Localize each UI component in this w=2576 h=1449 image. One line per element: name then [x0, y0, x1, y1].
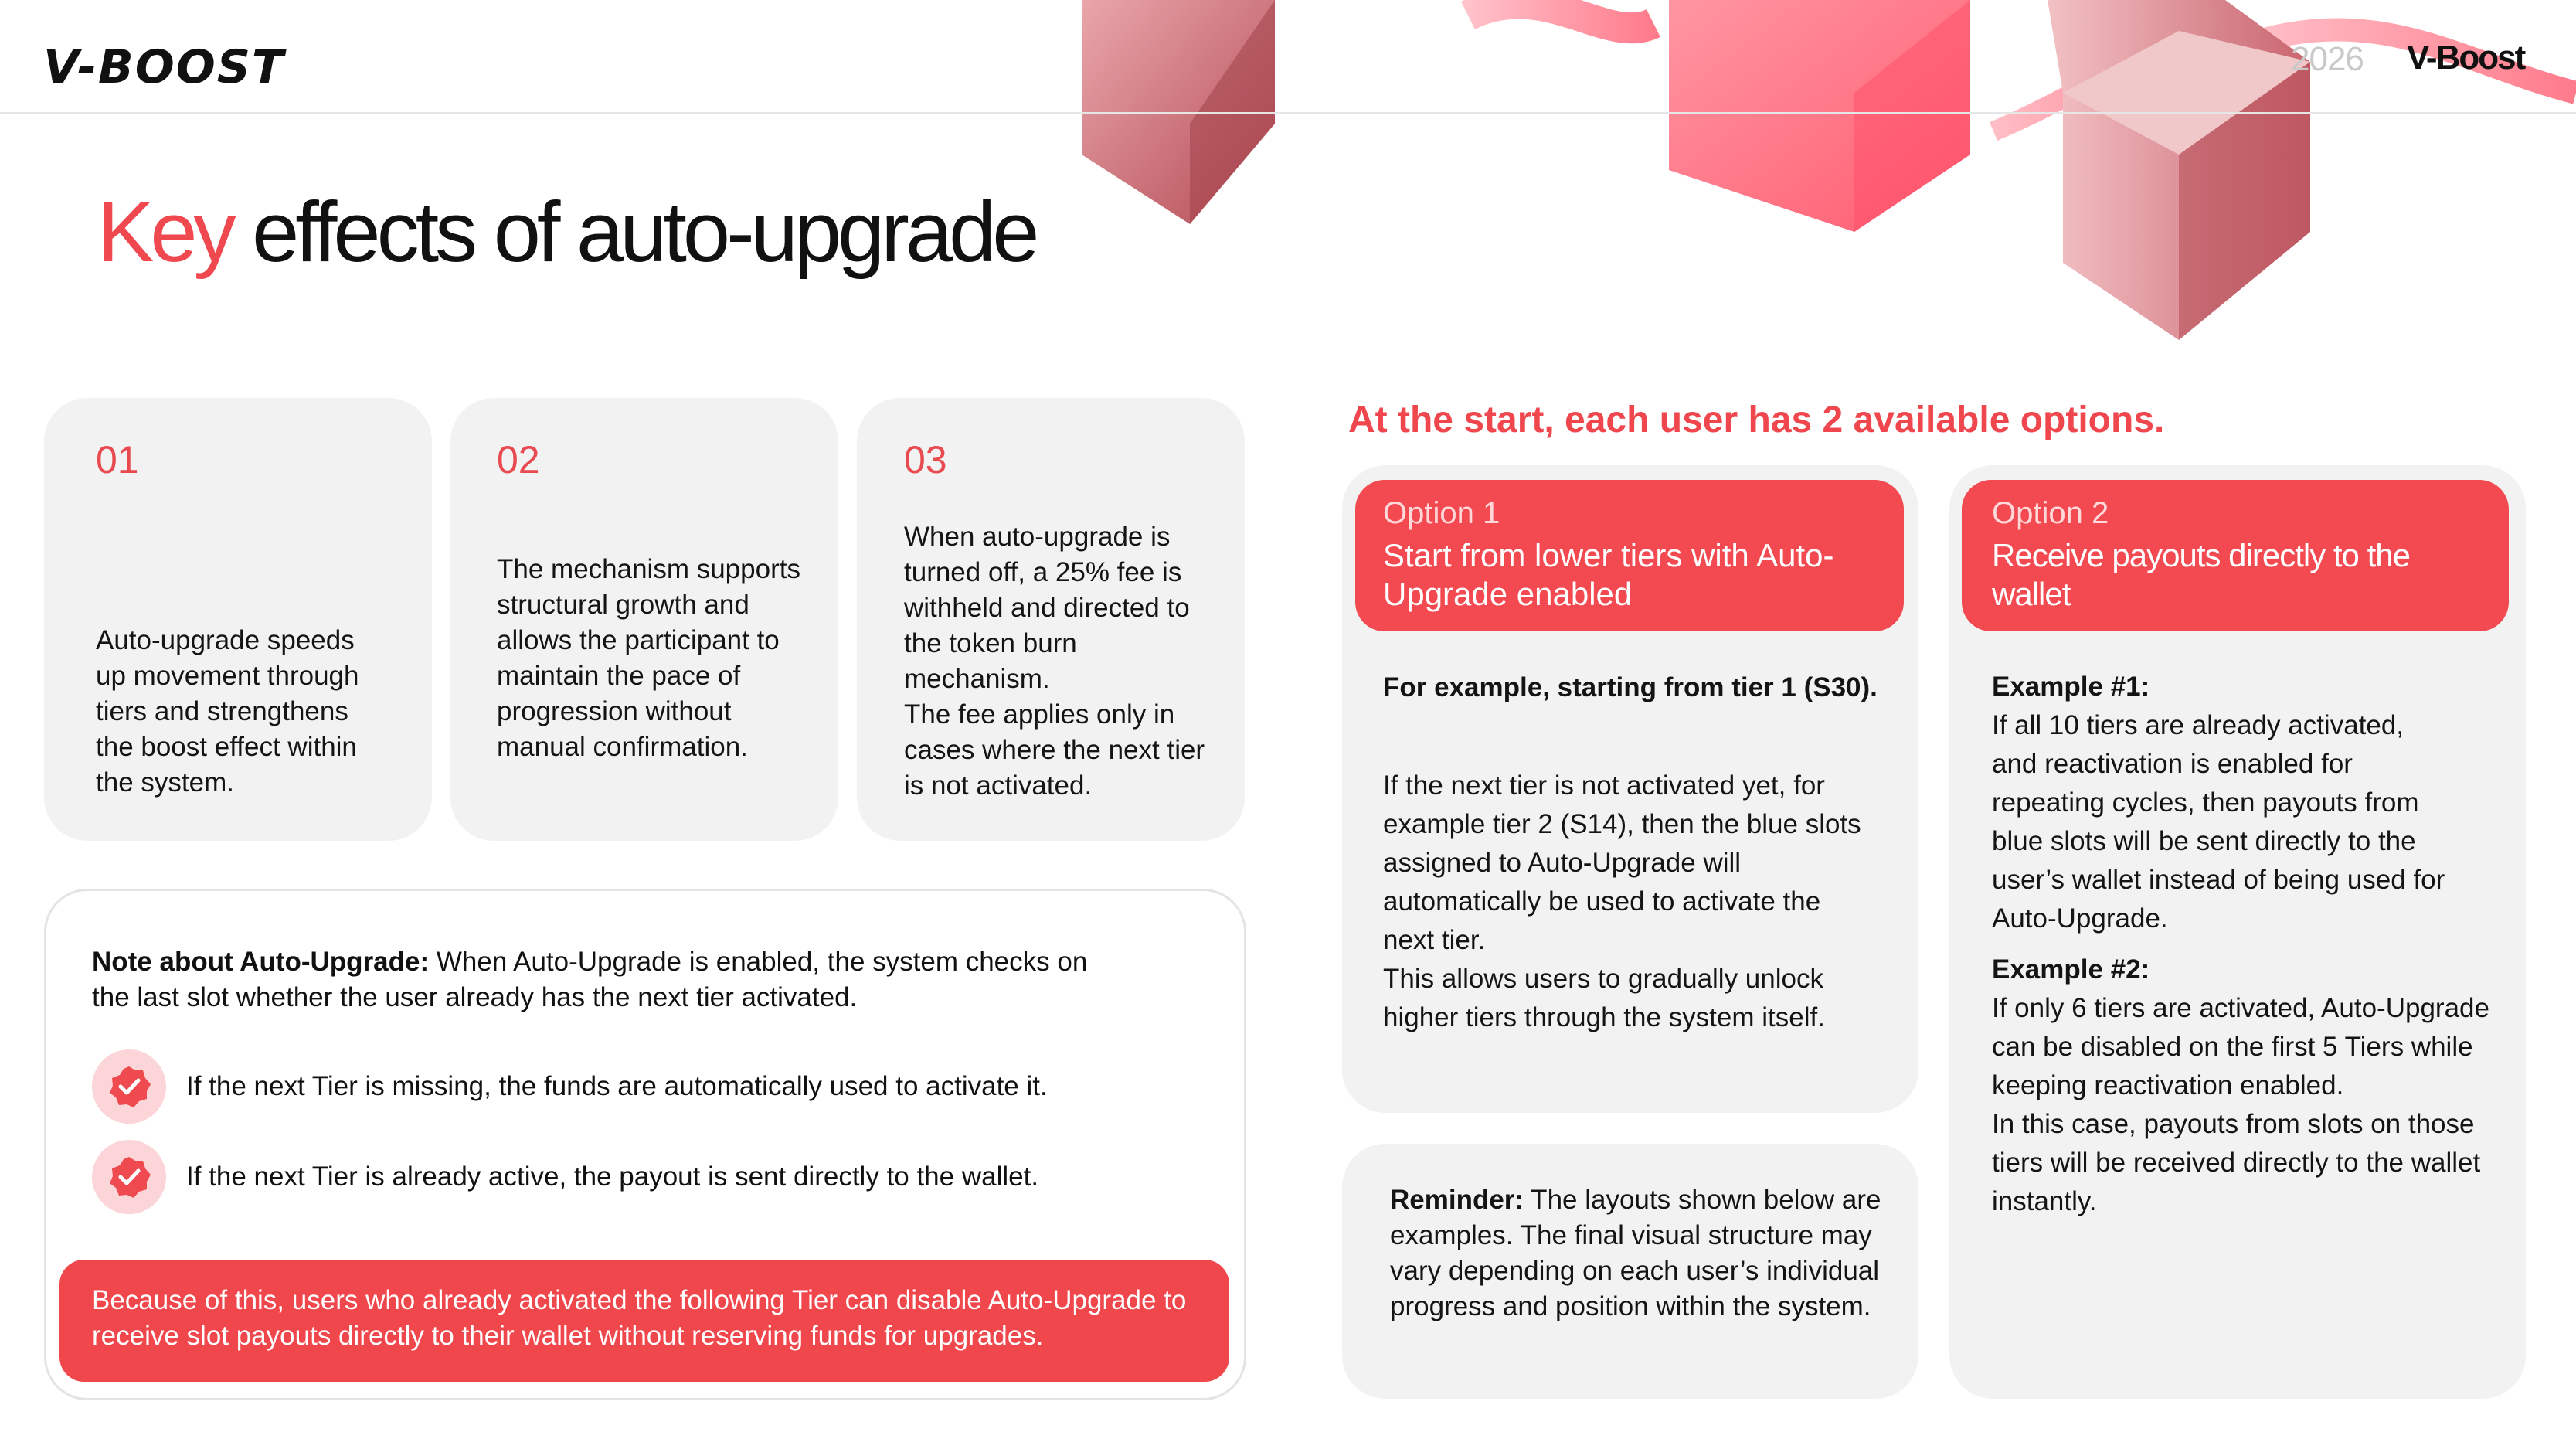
- bullet-text: If the next Tier is missing, the funds are automatically used to activate it.: [186, 1071, 1048, 1101]
- page-title: [97, 185, 1035, 279]
- example-2-text: In this case, payouts from slots on those tiers will be received directly to the wallet instantly.: [1992, 1109, 2481, 1216]
- note-body: When Auto-Upgrade is enabled, the system checks on the last slot whether the user already has the next tier activated.: [92, 947, 1088, 1012]
- card-text-line: The fee applies only in cases where the next tier is not activated.: [904, 699, 1205, 801]
- check-badge-icon: [92, 1140, 166, 1214]
- reminder-body: The layouts shown below are examples. The final visual structure may vary depending on each user’s individual progress and position within the system.: [1390, 1185, 1881, 1321]
- card-number: 02: [497, 438, 540, 481]
- card-text-line: When auto-upgrade is turned off, a 25% fee is withheld and directed to the token burn mechanism.: [904, 522, 1190, 694]
- example-2-label: Example #2:: [1992, 954, 2150, 985]
- option-1-body-line: If the next tier is not activated yet, for example tier 2 (S14), then the blue slots assigned to Auto-Upgrade will automatically be used to activate the next tier.: [1383, 770, 1861, 955]
- option-1-body-line: This allows users to gradually unlock higher tiers through the system itself.: [1383, 964, 1825, 1032]
- card-text: Auto-upgrade speeds up movement through tiers and strengthens the boost effect within the system.: [96, 625, 359, 798]
- header-divider: [0, 112, 2576, 114]
- option-2-label: Option 2: [1992, 496, 2109, 530]
- option-2-body: [1992, 668, 2502, 1221]
- note-text: [92, 944, 1096, 1015]
- card-text: [904, 519, 1213, 804]
- brand-name: V-Boost: [2407, 39, 2525, 77]
- svg-text:V-BOOST: V-BOOST: [43, 40, 285, 94]
- example-1-text: If all 10 tiers are already activated, and reactivation is enabled for repeating cycles, then payouts from blue slots will be sent directly to the user’s wallet instead of being used for Auto-Upgrade.: [1992, 710, 2445, 934]
- option-1-example: For example, starting from tier 1 (S30).: [1383, 672, 1878, 702]
- example-1-label: Example #1:: [1992, 672, 2150, 702]
- title-rest: effects of auto-upgrade: [232, 185, 1036, 280]
- options-heading: At the start, each user has 2 available options.: [1348, 400, 2165, 440]
- example-2-text: If only 6 tiers are activated, Auto-Upgrade can be disabled on the first 5 Tiers while keeping reactivation enabled.: [1992, 993, 2489, 1100]
- card-number: 01: [96, 438, 139, 481]
- option-1-title: Start from lower tiers with Auto-Upgrade enabled: [1383, 537, 1834, 612]
- highlight-text: Because of this, users who already activated the following Tier can disable Auto-Upgrade to receive slot payouts directly to their wallet without reserving funds for upgrades.: [92, 1285, 1187, 1351]
- card-number: 03: [904, 438, 947, 481]
- bullet-text: If the next Tier is already active, the payout is sent directly to the wallet.: [186, 1162, 1039, 1192]
- option-1-label: Option 1: [1383, 496, 1500, 530]
- reminder-text: [1390, 1182, 1884, 1325]
- v-boost-logo: [43, 31, 321, 100]
- option-2-title: Receive payouts directly to the wallet: [1992, 537, 2410, 612]
- card-text: The mechanism supports structural growth and allows the participant to maintain the pace of progression without manual confirmation.: [497, 554, 800, 762]
- title-accent: Key: [97, 185, 233, 280]
- year-label: 2026: [2291, 40, 2364, 78]
- option-1-body: [1383, 767, 1878, 1037]
- note-label: Note about Auto-Upgrade:: [92, 947, 430, 977]
- reminder-label: Reminder:: [1390, 1185, 1524, 1215]
- check-badge-icon: [92, 1049, 166, 1124]
